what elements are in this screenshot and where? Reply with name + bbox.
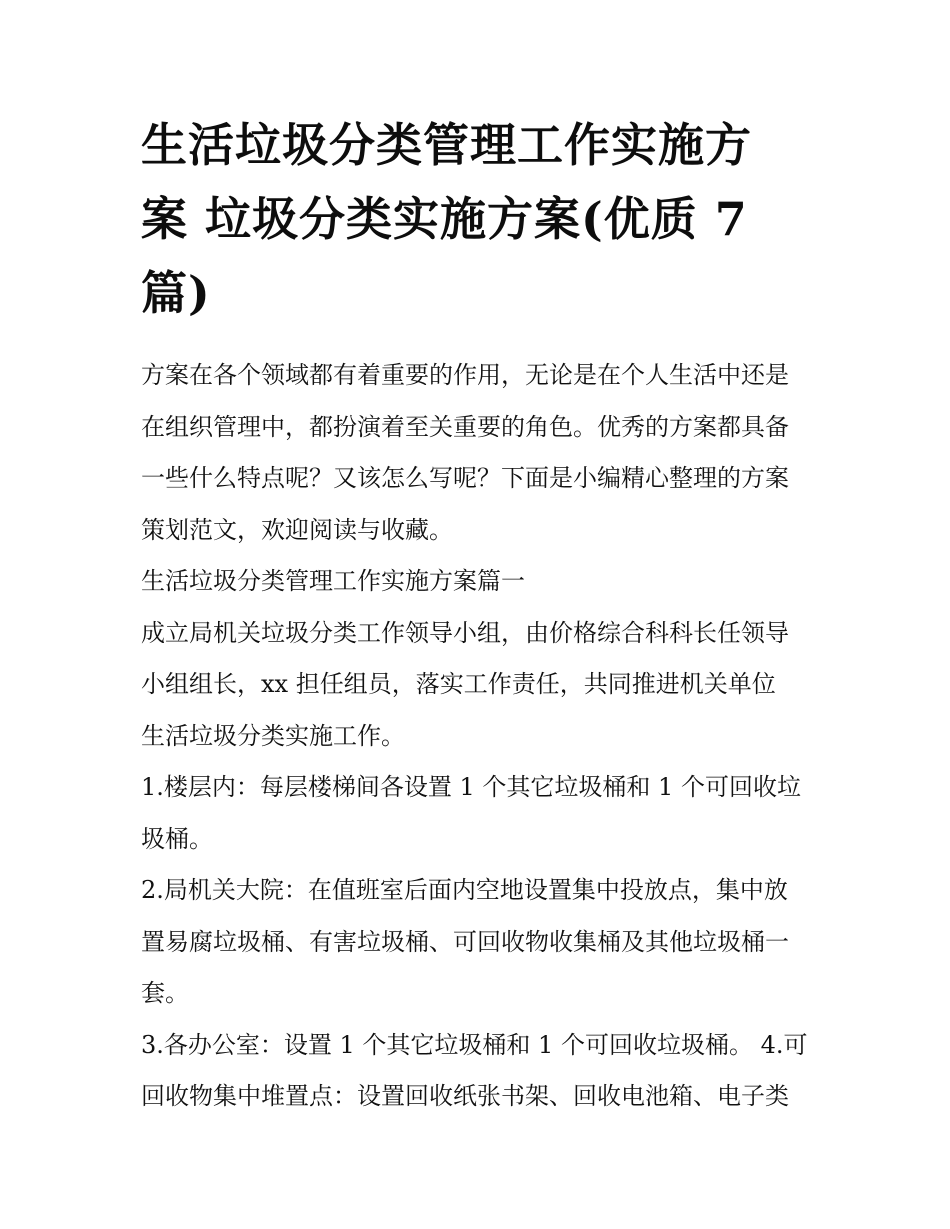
text-line: 小组组长，xx 担任组员，落实工作责任，共同推进机关单位 xyxy=(141,670,776,698)
document-title xyxy=(141,108,831,330)
text-line: 置易腐垃圾桶、有害垃圾桶、可回收物收集桶及其他垃圾桶一 xyxy=(141,927,789,956)
list-item-floors xyxy=(141,762,831,865)
title-line: 生活垃圾分类管理工作实施方 xyxy=(141,118,752,172)
list-item-courtyard xyxy=(141,865,831,1020)
section-heading xyxy=(141,556,831,608)
text-line: 生活垃圾分类实施工作。 xyxy=(141,721,405,750)
text-line: 成立局机关垃圾分类工作领导小组，由价格综合科科长任领导 xyxy=(141,618,789,647)
text-line: 2.局机关大院：在值班室后面内空地设置集中投放点，集中放 xyxy=(141,876,788,904)
intro-paragraph xyxy=(141,350,831,556)
text-line: 方案在各个领域都有着重要的作用，无论是在个人生活中还是 xyxy=(141,361,789,389)
paragraph-leadership-group xyxy=(141,608,831,763)
text-line: 1.楼层内：每层楼梯间各设置 1 个其它垃圾桶和 1 个可回收垃 xyxy=(141,773,801,801)
text-line: 圾桶。 xyxy=(141,824,213,853)
text-line: 一些什么特点呢？又该怎么写呢？下面是小编精心整理的方案 xyxy=(141,464,789,492)
text-line: 在组织管理中，都扮演着至关重要的角色。优秀的方案都具备 xyxy=(141,412,789,441)
title-line: 案 垃圾分类实施方案(优质 7 xyxy=(141,192,748,246)
list-item-offices xyxy=(141,1020,831,1123)
title-line: 篇) xyxy=(141,266,211,320)
text-line: 策划范文，欢迎阅读与收藏。 xyxy=(141,515,453,544)
text-line: 套。 xyxy=(141,979,189,1007)
text-line: 回收物集中堆置点：设置回收纸张书架、回收电池箱、电子类 xyxy=(141,1082,789,1110)
text-line: 3.各办公室：设置 1 个其它垃圾桶和 1 个可回收垃圾桶。 4.可 xyxy=(141,1030,808,1059)
text-line: 生活垃圾分类管理工作实施方案篇一 xyxy=(141,567,525,595)
document-body xyxy=(141,108,831,1123)
